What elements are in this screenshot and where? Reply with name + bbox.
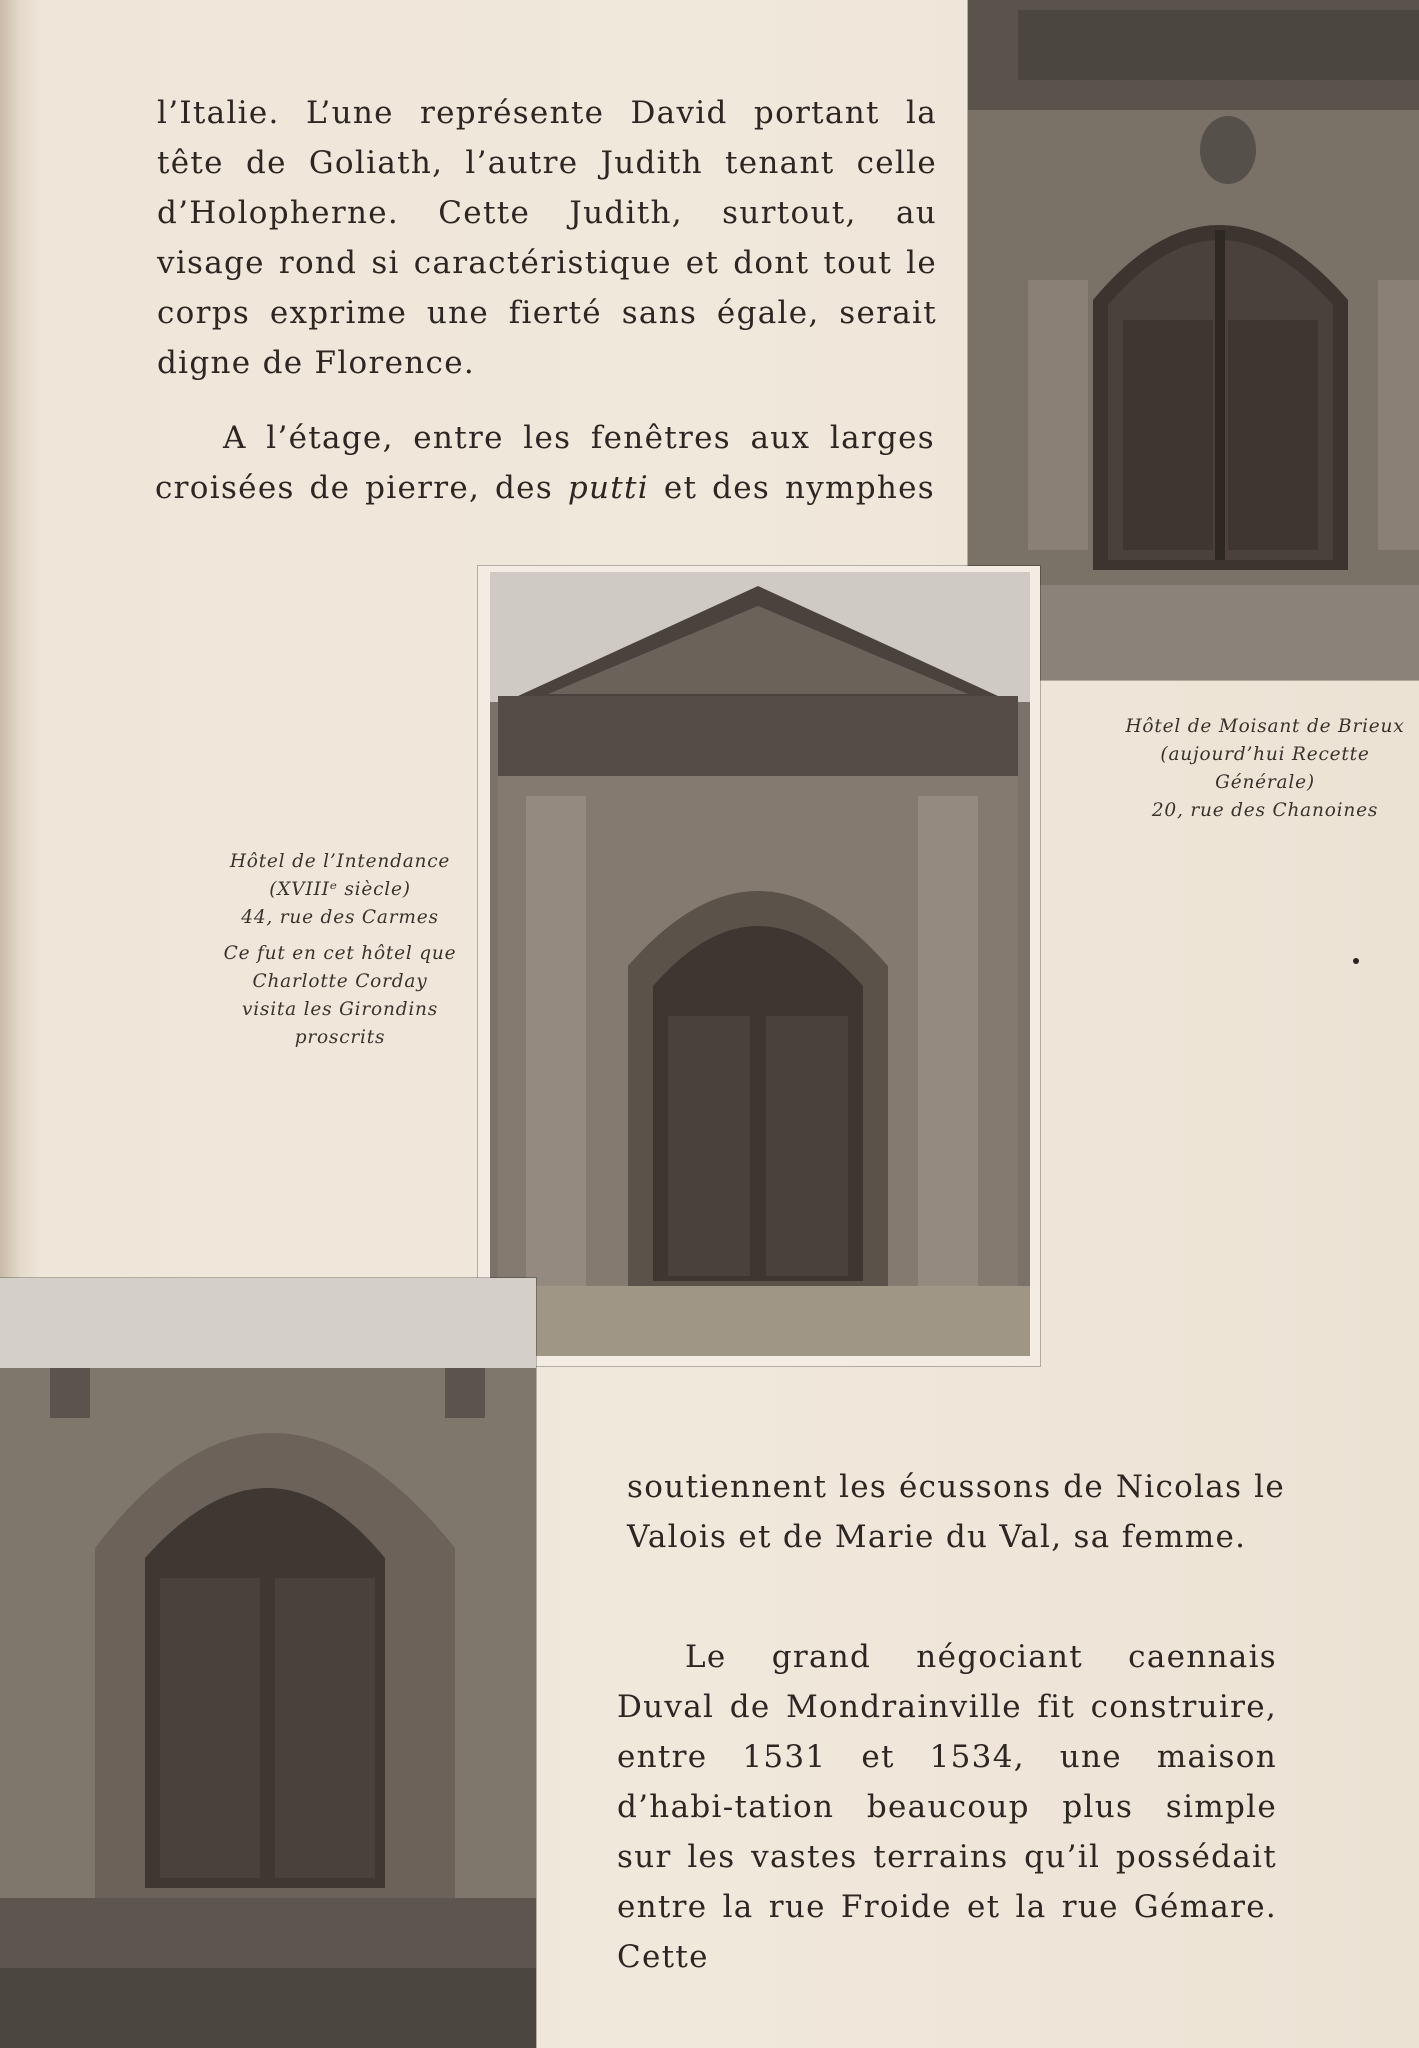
caption-intendance (200, 848, 480, 1052)
paragraph-ecussons (627, 1462, 1285, 1562)
caption-moisant-line-3: 20, rue des Chanoines (1151, 800, 1379, 821)
caption-moisant (1110, 713, 1419, 825)
caption-intendance-note-3: visita les Girondins proscrits (241, 999, 439, 1048)
paragraph-etage-text-end: et des nymphes (663, 470, 935, 506)
caption-moisant-line-2: (aujourd’hui Recette Générale) (1160, 744, 1370, 793)
photo-bottom-left-doorway (0, 1278, 536, 2048)
ink-speck (1353, 958, 1359, 964)
caption-intendance-note-2: Charlotte Corday (252, 971, 428, 992)
caption-intendance-line-3: 44, rue des Carmes (241, 907, 439, 928)
paragraph-italie (157, 88, 937, 388)
caption-intendance-line-2: (XVIIIᵉ siècle) (269, 879, 411, 900)
paragraph-etage (155, 413, 935, 513)
caption-gap (200, 932, 480, 940)
photo-doorway-image (0, 1278, 536, 2048)
paragraph-negociant (617, 1632, 1277, 1982)
caption-intendance-line-1: Hôtel de l’Intendance (229, 851, 451, 872)
photo-intendance-image (478, 566, 1040, 1366)
paragraph-negociant-text: Le grand négociant caennais Duval de Mondrainville fit construire, entre 1531 et 1534, une maison d’habi-tation beaucoup plus simple sur les vastes terrains qu’il possédait entre la rue Froide et la rue Gémare. Cette (617, 1639, 1277, 1975)
paragraph-etage-text: A l’étage, entre les fenêtres aux larges croisées de pierre, des (155, 420, 935, 506)
photo-hotel-de-l-intendance (478, 566, 1040, 1366)
paragraph-italie-text: l’Italie. L’une représente David portant la tête de Goliath, l’autre Judith tenant celle d’Holopherne. Cette Judith, surtout, au visage rond si caractéristique et dont tout le corps exprime une fierté sans égale, serait digne de Florence. (157, 95, 937, 381)
caption-moisant-line-1: Hôtel de Moisant de Brieux (1125, 716, 1405, 737)
caption-intendance-note-1: Ce fut en cet hôtel que (223, 943, 457, 964)
paragraph-ecussons-text: soutiennent les écussons de Nicolas le Valois et de Marie du Val, sa femme. (627, 1469, 1285, 1555)
paragraph-etage-italic: putti (567, 470, 650, 506)
